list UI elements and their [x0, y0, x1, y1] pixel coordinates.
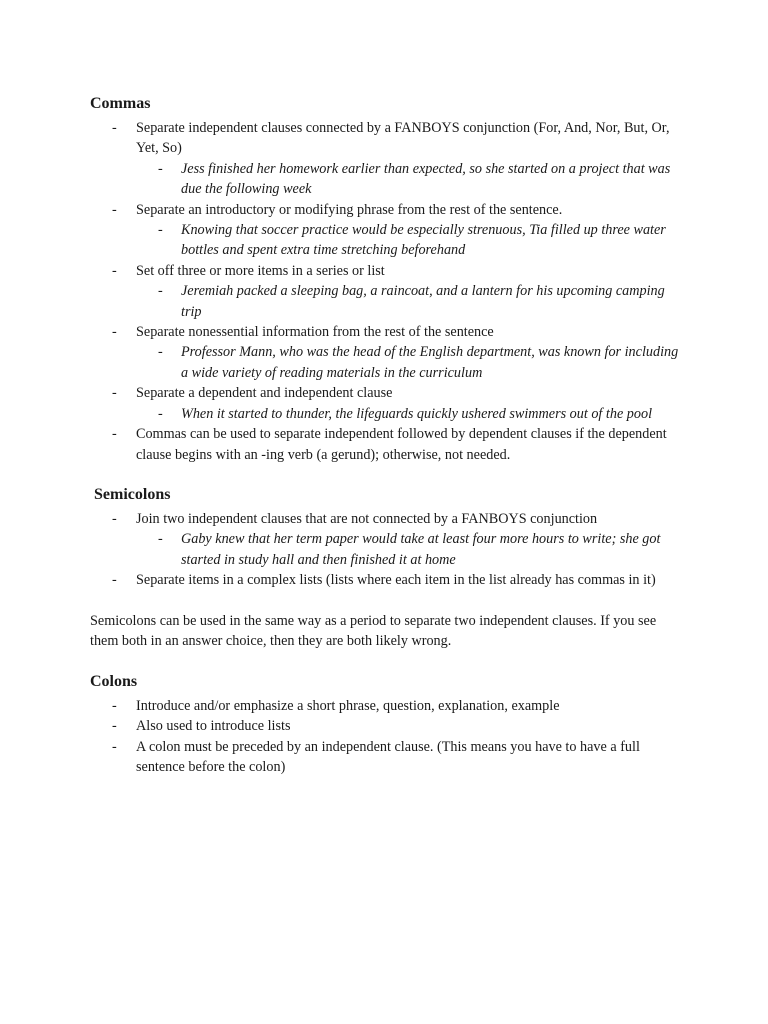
list-item [90, 737, 680, 778]
list-item [90, 696, 680, 716]
example-text: When it started to thunder, the lifeguards quickly ushered swimmers out of the pool [181, 405, 653, 422]
rule-text: Separate independent clauses connected by a FANBOYS conjunction (For, And, Nor, But, Or, Yet, So) [136, 120, 670, 157]
semicolons-heading: Semicolons [94, 485, 171, 503]
rule-text: Commas can be used to separate independent followed by dependent clauses if the dependent clause begins with an -ing verb (a gerund); otherwise, not needed. [136, 426, 667, 463]
list-item [90, 261, 680, 322]
rule-text: Separate an introductory or modifying phrase from the rest of the sentence. [136, 201, 563, 218]
example-item [136, 342, 680, 383]
bullet-dash: - [158, 283, 163, 300]
example-list [136, 220, 680, 261]
bullet-dash: - [112, 510, 117, 527]
rule-text: Set off three or more items in a series or list [136, 262, 385, 279]
bullet-dash: - [112, 120, 117, 136]
semicolons-section [90, 485, 680, 591]
example-text: Professor Mann, who was the head of the English department, was known for including a wide variety of reading materials in the curriculum [181, 344, 679, 381]
bullet-dash: - [112, 324, 117, 341]
bullet-dash: - [112, 385, 117, 402]
rule-text: Join two independent clauses that are not connected by a FANBOYS conjunction [136, 510, 598, 527]
bullet-dash: - [158, 344, 163, 361]
list-item [90, 424, 680, 465]
example-text: Jeremiah packed a sleeping bag, a raincoat, and a lantern for his upcoming camping trip [181, 283, 665, 320]
bullet-dash: - [112, 697, 117, 714]
semicolons-note: Semicolons can be used in the same way as a period to separate two independent clauses. If you see them both in an answer choice, then they are both likely wrong. [90, 612, 657, 650]
bullet-dash: - [112, 738, 117, 755]
bullet-dash: - [112, 262, 117, 279]
example-item [136, 159, 680, 200]
list-item [90, 118, 680, 200]
example-item [136, 281, 680, 322]
bullet-dash: - [112, 426, 117, 443]
commas-rules-list [90, 118, 680, 465]
semicolons-rules-list [90, 509, 680, 591]
colons-section [90, 672, 680, 778]
list-item [90, 322, 680, 383]
document-page [90, 94, 680, 797]
rule-text: Separate a dependent and independent clause [136, 385, 393, 402]
bullet-dash: - [158, 531, 163, 548]
example-item [136, 404, 680, 424]
list-item [90, 570, 680, 590]
list-item [90, 200, 680, 261]
colons-rules-list [90, 696, 680, 778]
bullet-dash: - [158, 405, 163, 422]
example-list [136, 404, 680, 424]
rule-text: Also used to introduce lists [136, 718, 291, 735]
example-item [136, 529, 680, 570]
bullet-dash: - [112, 718, 117, 735]
rule-text: Separate items in a complex lists (lists where each item in the list already has commas in it) [136, 572, 656, 589]
example-text: Gaby knew that her term paper would take at least four more hours to write; she got started in study hall and then finished it at home [181, 531, 661, 568]
example-list [136, 281, 680, 322]
rule-text: A colon must be preceded by an independent clause. (This means you have to have a full sentence before the colon) [136, 738, 640, 775]
bullet-dash: - [112, 572, 117, 589]
example-text: Jess finished her homework earlier than expected, so she started on a project that was due the following week [181, 160, 671, 198]
list-item [90, 509, 680, 570]
list-item [90, 716, 680, 736]
example-text: Knowing that soccer practice would be especially strenuous, Tia filled up three water bottles and spent extra time stretching beforehand [181, 222, 666, 259]
example-list [136, 159, 680, 200]
example-list [136, 342, 680, 383]
example-item [136, 220, 680, 261]
bullet-dash: - [158, 222, 163, 239]
bullet-dash: - [158, 160, 163, 177]
rule-text: Separate nonessential information from the rest of the sentence [136, 324, 494, 341]
list-item [90, 383, 680, 424]
rule-text: Introduce and/or emphasize a short phrase, question, explanation, example [136, 697, 560, 714]
bullet-dash: - [112, 201, 117, 218]
commas-heading: Commas [90, 95, 151, 112]
colons-heading: Colons [90, 672, 138, 690]
commas-section [90, 94, 680, 465]
example-list [136, 529, 680, 570]
